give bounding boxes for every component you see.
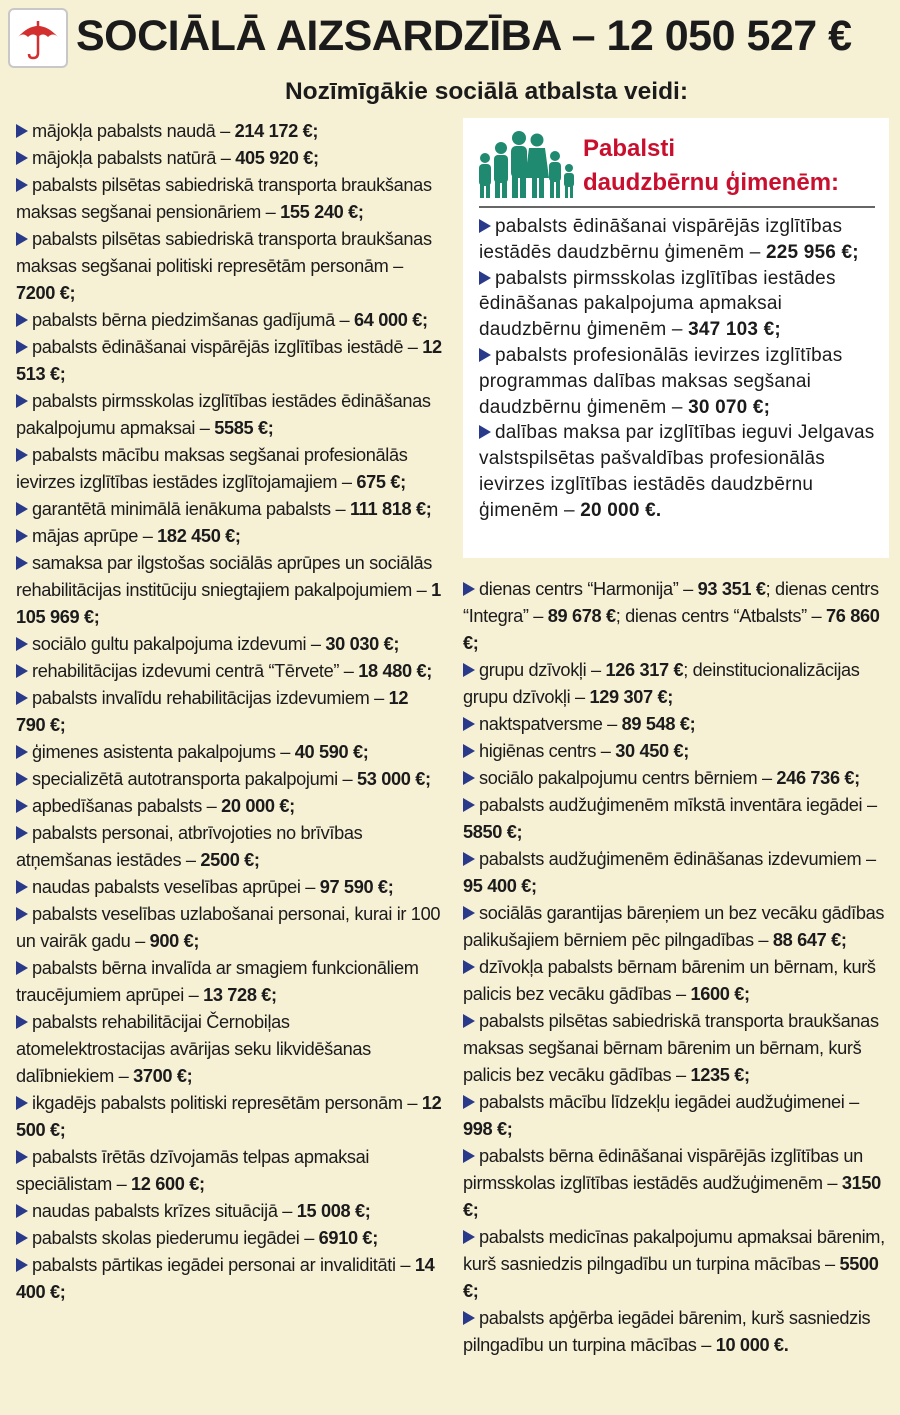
triangle-bullet-icon (16, 637, 28, 651)
item-amount: 5500 €; (463, 1254, 879, 1301)
triangle-bullet-icon (16, 1258, 28, 1272)
list-item (479, 343, 877, 420)
list-item (16, 1144, 442, 1198)
list-item (463, 738, 889, 765)
list-item (16, 1252, 442, 1306)
list-item (16, 658, 442, 685)
triangle-bullet-icon (463, 906, 475, 920)
triangle-bullet-icon (16, 151, 28, 165)
item-text: pabalsts īrētās dzīvojamās telpas apmaksai speciālistam – (16, 1147, 370, 1194)
triangle-bullet-icon (463, 771, 475, 785)
item-amount: 155 240 €; (280, 202, 364, 222)
list-item (463, 765, 889, 792)
list-item (463, 1143, 889, 1224)
item-amount: 675 €; (356, 472, 406, 492)
list-item (463, 954, 889, 1008)
item-amount: 97 590 €; (319, 877, 394, 897)
list-item (16, 901, 442, 955)
list-item (16, 793, 442, 820)
triangle-bullet-icon (16, 394, 28, 408)
item-text: pabalsts pilsētas sabiedriskā transporta braukšanas maksas segšanai politiski represētām personām – (16, 229, 432, 276)
list-item (16, 766, 442, 793)
item-amount: 88 647 €; (772, 930, 847, 950)
triangle-bullet-icon (463, 744, 475, 758)
list-item (16, 1198, 442, 1225)
item-amount: 30 450 €; (615, 741, 689, 761)
item-text: pabalsts bērna invalīda ar smagiem funkcionāliem traucējumiem aprūpei – (16, 958, 419, 1005)
item-text: dienas centrs “Harmonija” – (479, 579, 698, 599)
triangle-bullet-icon (463, 1014, 475, 1028)
item-text: mājokļa pabalsts natūrā – (32, 148, 236, 168)
triangle-bullet-icon (463, 798, 475, 812)
item-text: pabalsts medicīnas pakalpojumu apmaksai bārenim, kurš sasniedzis pilngadību un turpina mācības – (463, 1227, 885, 1274)
item-amount: 10 000 €. (715, 1335, 789, 1355)
item-text: garantētā minimālā ienākuma pabalsts – (32, 499, 350, 519)
list-item (463, 576, 889, 657)
list-item (463, 711, 889, 738)
item-text: sociālās garantijas bāreņiem un bez vecāku gādības palikušajiem bērniem pēc pilngadības – (463, 903, 885, 950)
item-amount: 30 030 €; (325, 634, 400, 654)
list-item (16, 145, 442, 172)
item-amount: 111 818 €; (349, 499, 432, 519)
item-amount: 53 000 €; (357, 769, 431, 789)
triangle-bullet-icon (463, 1095, 475, 1109)
triangle-bullet-icon (16, 556, 28, 570)
list-item (16, 496, 442, 523)
item-text: pabalsts bērna ēdināšanai vispārējās izglītības un pirmsskolas izglītības iestādēs audžuģimenēm – (463, 1146, 863, 1193)
list-item (16, 226, 442, 307)
list-item (16, 1090, 442, 1144)
item-text: apbedīšanas pabalsts – (32, 796, 222, 816)
triangle-bullet-icon (16, 313, 28, 327)
item-text: pabalsts skolas piederumu iegādei – (32, 1228, 319, 1248)
list-item (16, 631, 442, 658)
item-text: rehabilitācijas izdevumi centrā “Tērvete” – (32, 661, 359, 681)
triangle-bullet-icon (463, 1149, 475, 1163)
triangle-bullet-icon (16, 178, 28, 192)
triangle-bullet-icon (16, 664, 28, 678)
item-text: ; deinstitucionalizācijas grupu dzīvokļi – (463, 660, 860, 707)
item-text: pabalsts veselības uzlabošanai personai, kurai ir 100 un vairāk gadu – (16, 904, 441, 951)
item-text: pabalsts pilsētas sabiedriskā transporta braukšanas maksas segšanai bērnam bārenim un bērnam, kurš palicis bez vecāku gādības – (463, 1011, 879, 1085)
list-item (463, 846, 889, 900)
item-amount: 76 860 €; (463, 606, 880, 653)
item-text: pabalsts personai, atbrīvojoties no brīvības atņemšanas iestādes – (16, 823, 363, 870)
list-item (16, 955, 442, 1009)
item-text: ģimenes asistenta pakalpojums – (32, 742, 295, 762)
item-text: naudas pabalsts veselības aprūpei – (32, 877, 320, 897)
item-text: ; dienas centrs “Integra” – (463, 579, 879, 626)
item-amount: 20 000 €. (580, 499, 662, 521)
box-title-line1: Pabalsti (583, 135, 676, 162)
item-amount: 1 105 969 €; (16, 580, 441, 627)
triangle-bullet-icon (479, 348, 491, 362)
item-amount: 12 500 €; (16, 1093, 442, 1140)
triangle-bullet-icon (16, 1015, 28, 1029)
triangle-bullet-icon (479, 271, 491, 285)
triangle-bullet-icon (16, 1231, 28, 1245)
item-amount: 900 €; (149, 931, 200, 951)
triangle-bullet-icon (463, 663, 475, 677)
item-text: mājokļa pabalsts naudā – (32, 121, 235, 141)
list-item (16, 820, 442, 874)
list-item (479, 214, 877, 266)
header (0, 0, 900, 74)
list-item (16, 307, 442, 334)
item-text: dzīvokļa pabalsts bērnam bārenim un bērnam, kurš palicis bez vecāku gādības – (463, 957, 876, 1004)
item-amount: 246 736 €; (776, 768, 860, 788)
family-benefits-box (463, 118, 889, 558)
triangle-bullet-icon (16, 340, 28, 354)
triangle-bullet-icon (463, 852, 475, 866)
triangle-bullet-icon (16, 124, 28, 138)
list-item (16, 523, 442, 550)
right-column (463, 576, 889, 1359)
item-text: pabalsts ēdināšanai vispārējās izglītības iestādēs daudzbērnu ģimenēm – (479, 216, 843, 263)
item-amount: 998 €; (463, 1119, 513, 1139)
item-text: naktspatversme – (479, 714, 622, 734)
item-amount: 12 790 €; (16, 688, 409, 735)
item-amount: 12 600 €; (131, 1174, 205, 1194)
list-item (463, 900, 889, 954)
list-item (16, 442, 442, 496)
triangle-bullet-icon (463, 582, 475, 596)
item-amount: 14 400 €; (16, 1255, 435, 1302)
item-amount: 5585 €; (214, 418, 274, 438)
item-text: grupu dzīvokļi – (479, 660, 606, 680)
item-amount: 214 172 €; (234, 121, 319, 141)
item-text: specializētā autotransporta pakalpojumi – (32, 769, 358, 789)
item-amount: 3700 €; (133, 1066, 193, 1086)
item-amount: 182 450 €; (157, 526, 241, 546)
item-amount: 40 590 €; (294, 742, 369, 762)
item-text: pabalsts profesionālās ievirzes izglītības programmas dalības maksas segšanai daudzbērnu ģimenēm – (479, 344, 843, 418)
item-text: pabalsts apģērba iegādei bārenim, kurš sasniedzis pilngadību un turpina mācības – (463, 1308, 871, 1355)
triangle-bullet-icon (463, 717, 475, 731)
item-text: pabalsts pilsētas sabiedriskā transporta braukšanas maksas segšanai pensionāriem – (16, 175, 432, 222)
triangle-bullet-icon (16, 1204, 28, 1218)
item-amount: 20 000 €; (221, 796, 295, 816)
section-subtitle: Nozīmīgākie sociālā atbalsta veidi: (284, 78, 688, 105)
item-text: pabalsts audžuģimenēm mīkstā inventāra iegādei – (479, 795, 877, 815)
box-title (583, 132, 839, 200)
list-item (16, 172, 442, 226)
item-text: higiēnas centrs – (479, 741, 616, 761)
item-amount: 129 307 €; (589, 687, 673, 707)
item-amount: 13 728 €; (203, 985, 277, 1005)
list-item (479, 420, 877, 523)
item-text: pabalsts rehabilitācijai Černobiļas atomelektrostacijas avārijas seku likvidēšanas dalībniekiem – (16, 1012, 371, 1086)
triangle-bullet-icon (16, 448, 28, 462)
item-text: naudas pabalsts krīzes situācijā – (32, 1201, 297, 1221)
item-text: sociālo gultu pakalpojuma izdevumi – (32, 634, 326, 654)
item-amount: 126 317 € (605, 660, 684, 680)
item-text: pabalsts mācību līdzekļu iegādei audžuģimenei – (479, 1092, 859, 1112)
item-text: pabalsts pirmsskolas izglītības iestādes ēdināšanas pakalpojumu apmaksai – (16, 391, 431, 438)
list-item (16, 739, 442, 766)
logo-badge (8, 8, 68, 68)
triangle-bullet-icon (16, 1150, 28, 1164)
item-amount: 6910 €; (318, 1228, 378, 1248)
item-amount: 93 351 € (697, 579, 766, 599)
list-item (16, 1225, 442, 1252)
triangle-bullet-icon (16, 502, 28, 516)
item-amount: 405 920 €; (235, 148, 319, 168)
list-item (463, 1305, 889, 1359)
list-item (463, 792, 889, 846)
list-item (16, 388, 442, 442)
item-text: samaksa par ilgstošas sociālās aprūpes un sociālās rehabilitācijas institūciju sniegtajiem pakalpojumiem – (16, 553, 433, 600)
item-text: pabalsts pārtikas iegādei personai ar invaliditāti – (32, 1255, 415, 1275)
item-text: dalības maksa par izglītības ieguvi Jelgavas valstspilsētas pašvaldības profesionālās ievirzes izglītības iestādēs daudzbērnu ģimenēm – (479, 422, 875, 521)
item-amount: 225 956 €; (765, 241, 859, 263)
item-text: pabalsts bērna piedzimšanas gadījumā – (32, 310, 355, 330)
triangle-bullet-icon (16, 907, 28, 921)
item-amount: 15 008 €; (296, 1201, 371, 1221)
triangle-bullet-icon (16, 529, 28, 543)
list-item (463, 1224, 889, 1305)
item-text: pabalsts audžuģimenēm ēdināšanas izdevumiem – (479, 849, 876, 869)
page-title: SOCIĀLĀ AIZSARDZĪBA – 12 050 527 € (76, 12, 852, 60)
list-item (16, 334, 442, 388)
item-text: ikgadējs pabalsts politiski represētām personām – (32, 1093, 422, 1113)
family-benefits-list (479, 214, 877, 524)
list-item (16, 118, 442, 145)
triangle-bullet-icon (16, 880, 28, 894)
list-item (463, 1008, 889, 1089)
item-text: pabalsts invalīdu rehabilitācijas izdevumiem – (32, 688, 389, 708)
item-amount: 95 400 €; (463, 876, 537, 896)
triangle-bullet-icon (16, 745, 28, 759)
list-item (463, 1089, 889, 1143)
triangle-bullet-icon (479, 425, 491, 439)
list-item (479, 266, 877, 343)
item-amount: 89 678 € (547, 606, 616, 626)
triangle-bullet-icon (463, 960, 475, 974)
item-text: pabalsts pirmsskolas izglītības iestādes ēdināšanas pakalpojuma apmaksai daudzbērnu ģimenēm – (479, 267, 836, 341)
list-item (16, 550, 442, 631)
family-icon (473, 128, 577, 200)
box-title-line2: daudzbērnu ģimenēm: (583, 169, 840, 196)
item-text: pabalsts mācību maksas segšanai profesionālās ievirzes izglītības iestādes izglītojamajiem – (16, 445, 408, 492)
triangle-bullet-icon (463, 1230, 475, 1244)
list-item (16, 685, 442, 739)
triangle-bullet-icon (16, 826, 28, 840)
list-item (16, 1009, 442, 1090)
item-text: mājas aprūpe – (32, 526, 158, 546)
triangle-bullet-icon (479, 219, 491, 233)
list-item (16, 874, 442, 901)
item-amount: 3150 €; (463, 1173, 881, 1220)
item-amount: 7200 €; (16, 283, 76, 303)
item-amount: 18 480 €; (358, 661, 432, 681)
item-text: sociālo pakalpojumu centrs bērniem – (479, 768, 777, 788)
item-amount: 1235 €; (690, 1065, 750, 1085)
left-column (16, 118, 442, 1306)
item-amount: 2500 €; (200, 850, 260, 870)
item-text: pabalsts ēdināšanai vispārējās izglītības iestādē – (32, 337, 423, 357)
triangle-bullet-icon (16, 961, 28, 975)
triangle-bullet-icon (16, 799, 28, 813)
item-amount: 30 070 €; (688, 396, 771, 418)
umbrella-icon (15, 15, 61, 61)
list-item (463, 657, 889, 711)
item-amount: 89 548 €; (621, 714, 696, 734)
item-text: ; dienas centrs “Atbalsts” – (615, 606, 826, 626)
item-amount: 5850 €; (463, 822, 523, 842)
item-amount: 12 513 €; (16, 337, 442, 384)
item-amount: 64 000 €; (354, 310, 428, 330)
triangle-bullet-icon (16, 772, 28, 786)
triangle-bullet-icon (16, 1096, 28, 1110)
item-amount: 347 103 €; (688, 319, 781, 341)
triangle-bullet-icon (463, 1311, 475, 1325)
divider (479, 206, 875, 208)
triangle-bullet-icon (16, 232, 28, 246)
item-amount: 1600 €; (690, 984, 750, 1004)
triangle-bullet-icon (16, 691, 28, 705)
